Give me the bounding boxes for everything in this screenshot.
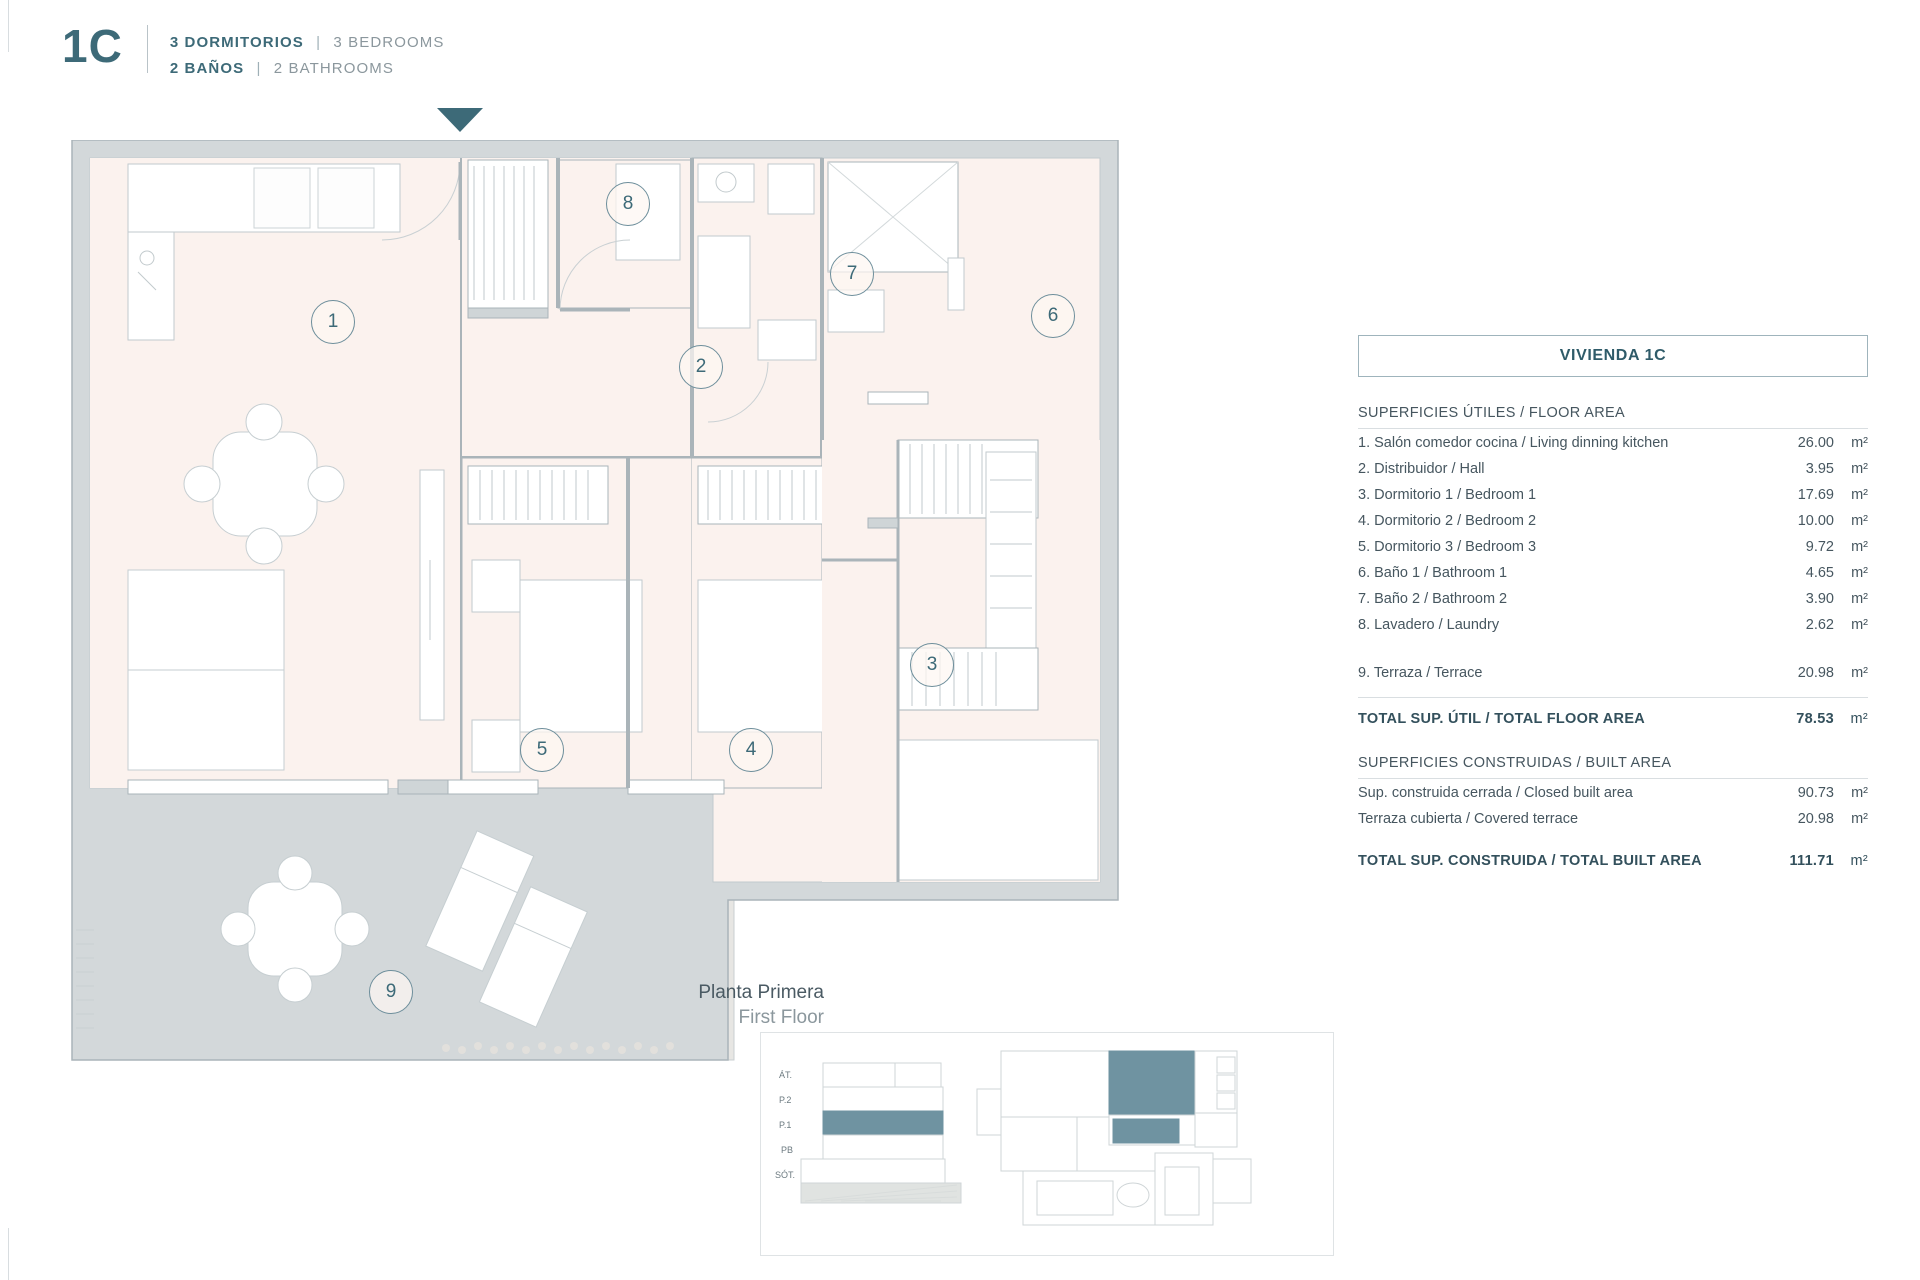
area-row-name: 4. Dormitorio 2 / Bedroom 2 [1358,512,1537,529]
area-row-value: 4.65 [1805,564,1834,581]
area-row [1358,559,1868,585]
area-row-value: 26.00 [1797,434,1834,451]
built-area-row-value: 90.73 [1797,784,1834,801]
room-number-9: 9 [369,970,413,1014]
area-row-terrace [1358,659,1868,685]
area-row-value: 20.98 [1797,664,1834,681]
panel-title: VIVIENDA 1C [1358,335,1868,377]
area-row-unit: m² [1851,538,1868,555]
area-row [1358,585,1868,611]
area-row-name: 3. Dormitorio 1 / Bedroom 1 [1358,486,1537,503]
total-built-area-row [1358,853,1868,869]
bedrooms-label-en: 3 BEDROOMS [333,34,445,51]
bathrooms-separator: | [256,60,262,77]
keyplan-level-label: P.1 [779,1120,792,1130]
area-row-unit: m² [1851,434,1868,451]
bathrooms-line [170,56,445,82]
area-row-name: 9. Terraza / Terrace [1358,664,1483,681]
bedrooms-line [170,30,445,56]
total-floor-area-unit: m² [1850,711,1868,727]
floor-level-label [698,980,824,1030]
bathrooms-label-es: 2 BAÑOS [169,60,245,77]
total-floor-area-label: TOTAL SUP. ÚTIL / TOTAL FLOOR AREA [1358,711,1646,727]
total-built-area-unit: m² [1850,853,1868,869]
area-row-unit: m² [1851,564,1868,581]
area-row-name: 7. Baño 2 / Bathroom 2 [1358,590,1508,607]
area-row-value: 3.90 [1805,590,1834,607]
area-row-unit: m² [1851,616,1868,633]
area-row-name: 2. Distribuidor / Hall [1358,460,1485,477]
built-area-row [1358,805,1868,831]
total-built-area-label: TOTAL SUP. CONSTRUIDA / TOTAL BUILT AREA [1358,853,1702,869]
keyplan-level-label: ÁT. [779,1070,793,1080]
areas-panel [1358,335,1868,869]
area-row-unit: m² [1851,486,1868,503]
total-floor-area-row [1358,697,1868,727]
unit-header [62,22,444,82]
area-row-name: 8. Lavadero / Laundry [1358,616,1500,633]
area-row-value: 10.00 [1797,512,1834,529]
area-row-value: 17.69 [1797,486,1834,503]
page-edge-rule-top [8,0,9,52]
floor-plan-drawing [68,140,1164,1100]
section-heading-built-area: SUPERFICIES CONSTRUIDAS / BUILT AREA [1358,755,1868,779]
area-row-name: 6. Baño 1 / Bathroom 1 [1358,564,1508,581]
total-floor-area-value: 78.53 [1796,711,1834,727]
room-number-5: 5 [520,728,564,772]
area-row [1358,481,1868,507]
room-number-7: 7 [830,252,874,296]
area-row [1358,533,1868,559]
built-area-row-unit: m² [1851,784,1868,801]
unit-code: 1C [62,20,123,72]
keyplan-level-label: P.2 [779,1095,792,1105]
header-divider [147,25,148,73]
page-edge-rule-bottom [8,1228,9,1280]
area-row-value: 2.62 [1805,616,1834,633]
built-area-row-unit: m² [1851,810,1868,827]
bedrooms-label-es: 3 DORMITORIOS [169,34,304,51]
area-row-unit: m² [1851,664,1868,681]
area-row [1358,611,1868,637]
total-built-area-value: 111.71 [1789,853,1834,869]
keyplan-level-label: PB [781,1145,794,1155]
area-row-name: 1. Salón comedor cocina / Living dinning kitchen [1358,434,1669,451]
room-number-8: 8 [606,182,650,226]
area-row-unit: m² [1851,460,1868,477]
bathrooms-label-en: 2 BATHROOMS [273,60,394,77]
north-arrow-icon [437,108,483,132]
key-plan [760,1032,1334,1256]
area-row-value: 3.95 [1805,460,1834,477]
area-row-unit: m² [1851,512,1868,529]
floor-level-label-en: First Floor [738,1007,824,1028]
built-area-row-name: Terraza cubierta / Covered terrace [1358,810,1579,827]
built-area-row-value: 20.98 [1797,810,1834,827]
floor-level-label-es: Planta Primera [698,982,824,1003]
area-row-name: 5. Dormitorio 3 / Bedroom 3 [1358,538,1537,555]
room-number-6: 6 [1031,294,1075,338]
room-number-4: 4 [729,728,773,772]
area-row-unit: m² [1851,590,1868,607]
room-number-1: 1 [311,300,355,344]
built-area-row-name: Sup. construida cerrada / Closed built area [1358,784,1633,801]
area-row [1358,455,1868,481]
room-number-3: 3 [910,643,954,687]
bedrooms-separator: | [316,34,322,51]
keyplan-level-label: SÓT. [775,1170,796,1180]
room-number-2: 2 [679,345,723,389]
section-heading-floor-area: SUPERFICIES ÚTILES / FLOOR AREA [1358,405,1868,429]
area-row-value: 9.72 [1805,538,1834,555]
built-area-row [1358,779,1868,805]
area-row [1358,429,1868,455]
area-row [1358,507,1868,533]
